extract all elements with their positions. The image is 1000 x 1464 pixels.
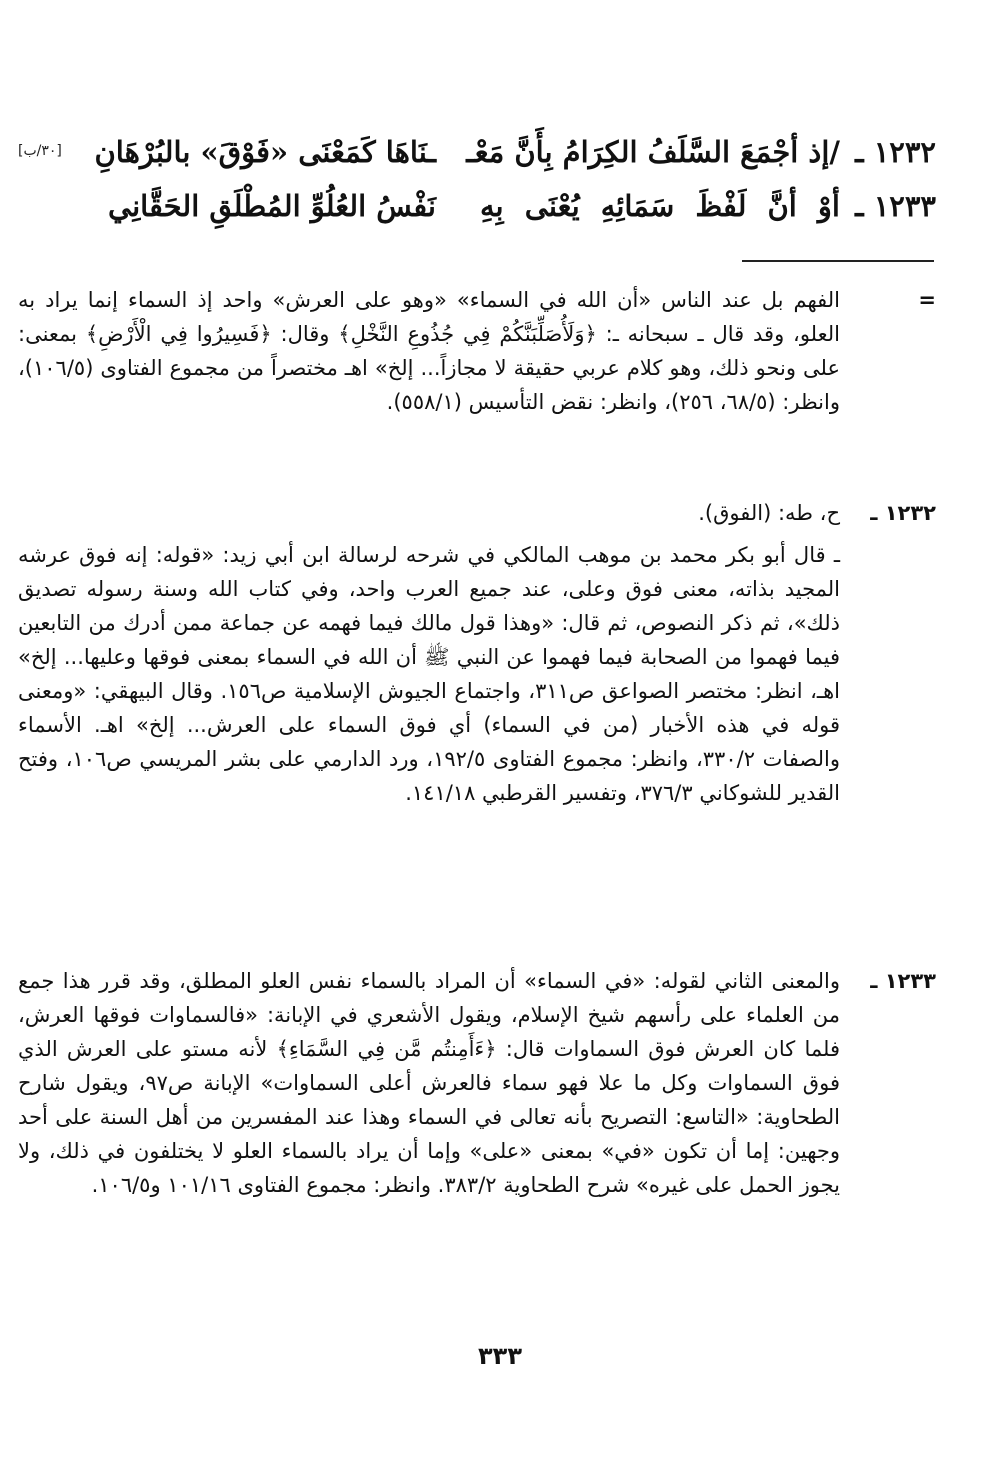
page-number: ٣٣٣ bbox=[478, 1342, 522, 1370]
footnote-text: ح، طه: (الفوق). bbox=[698, 501, 840, 525]
footnote-1232-commentary bbox=[18, 538, 936, 810]
footnote-1232 bbox=[18, 496, 936, 530]
verse-line-1233 bbox=[36, 184, 936, 228]
footnote-text: الفهم بل عند الناس «أن الله في السماء» «وهو على العرش» واحد إذ السماء إنما يراد به العلو، وقد قال ـ سبحانه ـ: ﴿وَلَأُصَلِّبَنَّكُمْ فِي جُذُوعِ النَّخْلِ﴾ وقال: ﴿فَسِيرُوا فِي الْأَرْضِ﴾ بمعنى: على ونحو ذلك، وهو كلام عربي حقيقة لا مجازاً... إلخ» اهـ مختصراً من مجموع الفتاوى (١٠٦/٥)، وانظر: (٦٨/٥، ٢٥٦)، وانظر: نقض التأسيس (٥٥٨/١). bbox=[18, 288, 840, 414]
verse-hemistich-first: أوْ أنَّ لَفْظَ سَمَائِهِ يُعْنَى بِهِ bbox=[480, 189, 840, 223]
footnote-separator bbox=[742, 260, 934, 262]
verse-line-1232 bbox=[36, 130, 936, 174]
verse-number: ١٢٣٣ ـ bbox=[855, 189, 936, 223]
footnote-label: ١٢٣٢ ـ bbox=[870, 501, 936, 525]
footnote-continued bbox=[18, 283, 936, 419]
footnote-label: = bbox=[918, 288, 936, 312]
footnote-label: ١٢٣٣ ـ bbox=[870, 969, 936, 993]
footnote-text: والمعنى الثاني لقوله: «في السماء» أن المراد بالسماء نفس العلو المطلق، وقد قرر هذا جمع من العلماء على رأسهم شيخ الإسلام، ويقول الأشعري في الإبانة: «فالسماوات فوقها العرش، فلما كان العرش فوق السماوات قال: ﴿ءَأَمِنتُم مَّن فِي السَّمَاءِ﴾ لأنه مستو على العرش الذي فوق السماوات وكل ما علا فهو سماء فالعرش أعلى السماوات» الإبانة ص٩٧، ويقول شارح الطحاوية: «التاسع: التصريح بأنه تعالى في السماء وهذا عند المفسرين من أهل السنة على أحد وجهين: إما أن تكون «في» بمعنى «على» وإما أن يراد بالسماء العلو لا يختلفون في ذلك، ولا يجوز الحمل على غيره» شرح الطحاوية ٣٨٣/٢. وانظر: مجموع الفتاوى ١٠١/١٦ و١٠٦/٥. bbox=[18, 969, 840, 1197]
footnote-text: ـ قال أبو بكر محمد بن موهب المالكي في شرحه لرسالة ابن أبي زيد: «قوله: إنه فوق عرشه المجيد بذاته، معنى فوق وعلى، عند جميع العرب واحد، وفي كتاب الله وسنة رسوله تصديق ذلك»، ثم ذكر النصوص، ثم قال: «وهذا قول مالك فيما فهمه عن جماعة ممن أدرك من التابعين فيما فهموا من الصحابة فيما فهموا عن النبي ﷺ أن الله في السماء بمعنى فوقها وعليها... إلخ» اهـ، انظر: مختصر الصواعق ص٣١١، واجتماع الجيوش الإسلامية ص١٥٦. وقال البيهقي: «ومعنى قوله في هذه الأخبار (من في السماء) أي فوق السماء على العرش... إلخ» اهـ. الأسماء والصفات ٣٣٠/٢، وانظر: مجموع الفتاوى ١٩٢/٥، ورد الدارمي على بشر المريسي ص١٠٦، وفتح القدير للشوكاني ٣٧٦/٣، وتفسير القرطبي ١٤١/١٨. bbox=[18, 543, 840, 805]
folio-marker: [٣٠/ب] bbox=[18, 143, 62, 159]
footnote-1233 bbox=[18, 964, 936, 1202]
verse-hemistich-first: /إذ أجْمَعَ السَّلَفُ الكِرَامُ بِأَنَّ مَعْـ bbox=[466, 135, 840, 169]
verse-number: ١٢٣٢ ـ bbox=[855, 135, 936, 169]
verse-hemistich-second: نَفْسُ العُلُوِّ المُطْلَقِ الحَقَّانِي bbox=[107, 189, 436, 223]
verse-hemistich-second: ـنَاهَا كَمَعْنَى «فَوْقَ» بالبُرْهَانِ bbox=[94, 135, 436, 169]
